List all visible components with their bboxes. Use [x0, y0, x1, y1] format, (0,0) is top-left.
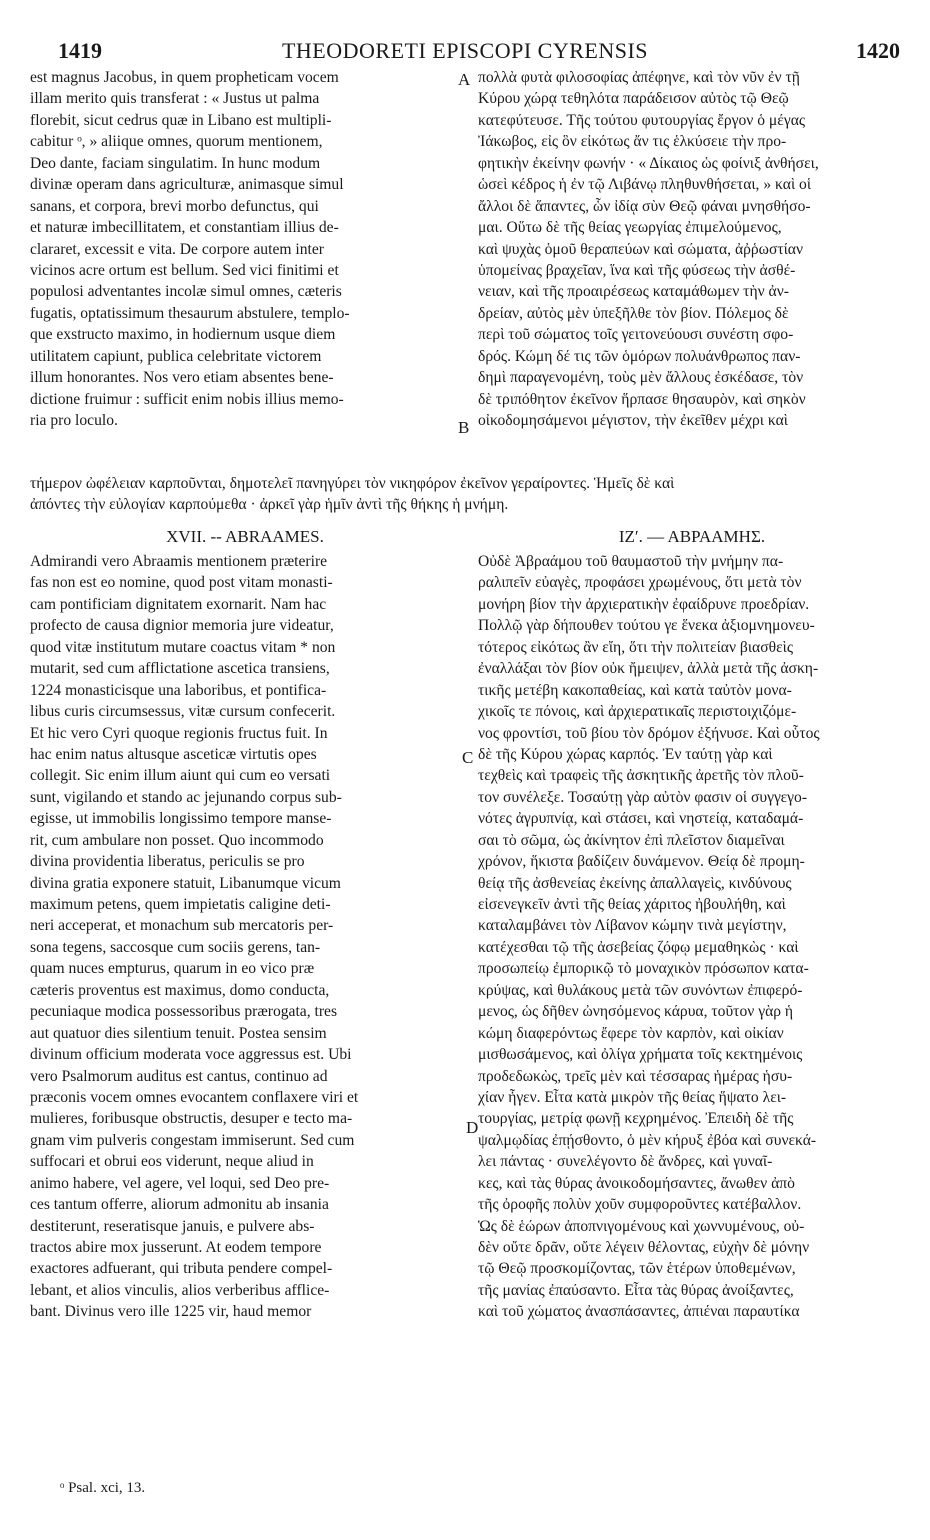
- text-line: sona tegens, saccosque cum sociis gerens, tan-: [30, 938, 321, 956]
- text-line: ces tantum offerre, aliorum admonitu ab insania: [30, 1196, 329, 1214]
- text-line: ψαλμῳδίας ἐπῄσθοντο, ὁ μὲν κήρυξ ἐβόα καὶ συνεκά-: [478, 1131, 817, 1149]
- page-header: [30, 38, 900, 66]
- text-line: κρύψας, καὶ θυλάκους μετὰ τῶν συνόντων ἐπιφερό-: [478, 981, 803, 999]
- text-line: χρόνον, ἥκιστα βαδίζειν δυνάμενον. Θείᾳ δὲ προμη-: [478, 853, 805, 871]
- text-line: 1224 monasticisque una laboribus, et pontifica-: [30, 681, 327, 699]
- text-line: Πολλῷ γὰρ δήπουθεν τούτου γε ἕνεκα ἀξιομνημονευ-: [478, 617, 815, 635]
- text-line: νότες ἀγρυπνίᾳ, καὶ στάσει, καὶ νηστείᾳ, καταδαμά-: [478, 810, 804, 828]
- text-line: populosi adventantes incolæ simul omnes, cæteris: [30, 283, 342, 301]
- text-line: δὲν οὔτε δρᾶν, οὔτε λέγειν θέλοντας, εὐχὴν δὲ μόνην: [478, 1239, 810, 1256]
- text-line: libus curis circumsessus, vitæ cursum confecerit.: [30, 703, 336, 721]
- text-line: egisse, ut immobilis longissimo tempore manse-: [30, 810, 332, 828]
- text-line: hac enim natus altusque asceticæ virtutis opes: [30, 745, 317, 763]
- section-heading-greek: ΙΖʹ. — ΑΒΡΑΑΜΗΣ.: [618, 527, 766, 546]
- text-line: sunt, vigilando et stando ac jejunando corpus sub-: [30, 788, 342, 806]
- greek-column-body: [478, 551, 906, 1323]
- text-line: μονήρη βίον τὴν ἀρχιερατικὴν ἐφαίδρυνε προεδρίαν.: [478, 595, 810, 613]
- text-line: cam pontificiam dignitatem exornarit. Nam hac: [30, 595, 327, 613]
- text-line: animo habere, vel agere, vel loqui, sed Deo pre-: [30, 1174, 330, 1192]
- text-line: τουργίας, μετρίᾳ φωνῇ κεχρημένος. Ἐπειδὴ δὲ τῆς: [478, 1110, 794, 1128]
- text-line: illam merito quis transferat : « Justus ut palma: [30, 90, 320, 108]
- text-line: rit, cum ambulare non posset. Quo incommodo: [30, 831, 324, 849]
- text-line: δρός. Κώμη δέ τις τῶν ὁμόρων πολυάνθρωπος παν-: [478, 347, 801, 365]
- text-line: μαι. Οὕτω δὲ τῆς θείας γεωργίας ἐπιμελούμενος,: [478, 219, 782, 237]
- text-line: καὶ ψυχὰς ὁμοῦ θεραπεύων καὶ σώματα, ἀῤῥωστίαν: [478, 240, 804, 258]
- text-line: divina providentia liberatus, periculis se pro: [30, 853, 305, 871]
- text-line: ραλιπεῖν εὐαγὲς, προφάσει χρωμένους, ὅτι μετὰ τὸν: [478, 574, 802, 592]
- text-line: aut quatuor dies silentium tenuit. Postea sensim: [30, 1024, 327, 1042]
- text-line: dictione fruimur : sufficit enim nobis illius memo-: [30, 390, 344, 408]
- text-line: θείᾳ τῆς ἀσθενείας ἐκείνης ἀπαλλαγεὶς, κινδύνους: [478, 874, 792, 892]
- text-line: divina gratia exponere statuit, Libanumque vicum: [30, 874, 341, 892]
- column-number-right: 1420: [856, 38, 900, 63]
- text-line: τον συνέλεξε. Τοσαύτῃ γὰρ αὐτὸν φασιν οἱ συγγεγο-: [478, 788, 808, 806]
- text-line: pecuniaque modica possessoribus prærogata, tres: [30, 1003, 338, 1021]
- text-line: gnam vim pulveris congestam immiserunt. Sed cum: [30, 1131, 355, 1149]
- text-line: ἄλλοι δὲ ἅπαντες, ὧν ἰδίᾳ σὺν Θεῷ φάναι μνησθήσο-: [478, 197, 811, 215]
- text-line: tractos abire mox jusserunt. At eodem tempore: [30, 1239, 322, 1256]
- text-line: fas non est eo nomine, quod post vitam monasti-: [30, 574, 333, 592]
- margin-marker-b: B: [458, 418, 470, 437]
- text-line: exactores adfuerant, qui tributa pendere compel-: [30, 1260, 333, 1278]
- text-line: Admirandi vero Abraamis mentionem præterire: [30, 553, 328, 570]
- text-line: vicinos acre ortum est bellum. Sed vici finitimi et: [30, 261, 339, 279]
- text-line: δρείαν, αὐτὸς μὲν ὑπεξῆλθε τὸν βίον. Πόλεμος δὲ: [478, 304, 789, 322]
- text-line: cabitur ᵒ, » aliique omnes, quorum mentionem,: [30, 133, 323, 151]
- text-line: neri acceperat, et monachum sub mercatoris per-: [30, 917, 334, 935]
- text-line: λει πάντας · συνελέγοντο δὲ ἄνδρες, καὶ γυναῖ-: [478, 1153, 773, 1171]
- text-line: τεχθεὶς καὶ τραφεὶς τῆς ἀσκητικῆς ἀρετῆς τὸν πλοῦ-: [478, 767, 804, 785]
- text-line: ria pro loculo.: [30, 412, 118, 429]
- text-line: φητικὴν ἐκείνην φωνήν · « Δίκαιος ὡς φοίνιξ ἀνθήσει,: [478, 154, 819, 172]
- text-line: suffocari et obrui eos viderunt, neque aliud in: [30, 1153, 314, 1171]
- text-line: προδεδωκὼς, τρεῖς μὲν καὶ τέσσαρας ἡμέρας ἡσυ-: [478, 1067, 793, 1085]
- text-line: Ὡς δὲ ἑώρων ἀποπνιγομένους καὶ χωννυμένους, οὐ-: [478, 1217, 805, 1235]
- text-line: χίαν ἦγεν. Εἶτα κατὰ μικρὸν τῆς θείας ἥψατο λει-: [478, 1088, 787, 1106]
- text-line: καὶ τοῦ χώματος ἀνασπάσαντες, ἀπιέναι παραυτίκα: [478, 1303, 800, 1321]
- running-title: THEODORETI EPISCOPI CYRENSIS: [281, 38, 649, 63]
- text-line: μενος, ὡς δῆθεν ὠνησόμενος κάρυα, τοῦτον γὰρ ἡ: [478, 1003, 794, 1021]
- text-line: τῷ Θεῷ προσκομίζοντας, τῶν ἑτέρων ὑποθεμένων,: [478, 1260, 796, 1278]
- text-line: que exstructo maximo, in hodiernum usque diem: [30, 326, 336, 344]
- text-line: mutarit, sed cum afflictatione ascetica transiens,: [30, 660, 330, 678]
- text-line: cæteris proventus est maximus, domo conducta,: [30, 981, 330, 999]
- section-heading-latin: XVII. -- ABRAAMES.: [166, 527, 324, 546]
- text-line: νος φροντίσι, τοῦ βίου τὸν δρόμον ἐξήνυσε. Καὶ οὗτος: [478, 724, 820, 742]
- margin-marker-c: C: [462, 748, 474, 767]
- margin-marker-a: A: [458, 70, 471, 89]
- text-line: fugatis, optatissimum thesaurum abstulere, templo-: [30, 304, 350, 322]
- text-line: lebant, et alios vinculis, alios verberibus afflice-: [30, 1281, 330, 1299]
- text-line: Κύρου χώρᾳ τεθηλότα παράδεισον αὐτὸς τῷ Θεῷ: [478, 90, 789, 108]
- text-line: Et hic vero Cyri quoque regionis fructus fuit. In: [30, 724, 328, 742]
- text-line: τικῆς μετέβη κακοπαθείας, καὶ κατὰ ταὐτὸν μονα-: [478, 681, 792, 699]
- text-line: πολλὰ φυτὰ φιλοσοφίας ἀπέφηνε, καὶ τὸν νῦν ἐν τῇ: [478, 69, 800, 86]
- text-line: divinum officium moderata voce aggressus est. Ubi: [30, 1046, 352, 1064]
- text-line: τῆς μανίας ἐπαύσαντο. Εἶτα τὰς θύρας ἀνοίξαντες,: [478, 1281, 794, 1299]
- text-line: χικοῖς τε πόνοις, καὶ ἀρχιερατικαῖς περιστοιχιζόμε-: [478, 703, 797, 721]
- text-line: κες, καὶ τὰς θύρας ἀνοικοδομήσαντες, ἄνωθεν ἀπὸ: [478, 1174, 795, 1192]
- text-line: est magnus Jacobus, in quem propheticam vocem: [30, 69, 339, 86]
- text-line: κατεφύτευσε. Τῆς τούτου φυτουργίας ἔργον ὁ μέγας: [478, 111, 806, 129]
- text-line: τότερος εἰκότως ἂν εἴη, ὅτι τὴν πολιτείαν βιασθεὶς: [478, 638, 793, 656]
- text-line: νειαν, καὶ τῆς προαιρέσεως καταμάθωμεν τὴν ἀν-: [478, 283, 789, 301]
- text-line: κατέχεσθαι τῷ τῆς ἀσεβείας ζόφῳ μεμαθηκὼς · καὶ: [478, 938, 799, 956]
- text-line: προσωπείῳ ἐμπορικῷ τὸ μοναχικὸν πρόσωπον κατα-: [478, 960, 809, 978]
- text-line: utilitatem capiunt, publica celebritate victorem: [30, 347, 322, 365]
- text-line: quod vitæ institutum mutare coactus vitam * non: [30, 638, 336, 656]
- text-line: vero Psalmorum auditus est cantus, continuo ad: [30, 1067, 328, 1085]
- text-line: εἰσενεγκεῖν ἀντὶ τῆς θείας χάριτος ἠβουλήθη, καὶ: [478, 896, 786, 913]
- text-line: δημὶ παραγενομένη, τοὺς μὲν ἄλλους ἐσκέδασε, τὸν: [478, 369, 804, 387]
- text-line: μισθωσάμενος, καὶ ὀλίγα χρήματα τοῖς κεκτημένοις: [478, 1046, 803, 1064]
- column-number-left: 1419: [58, 38, 102, 63]
- text-line: et naturæ imbecillitatem, et constantiam illius de-: [30, 219, 339, 237]
- text-line: destiterunt, reseratisque januis, e pulvere abs-: [30, 1217, 315, 1235]
- text-line: οἰκοδομησάμενοι μέγιστον, τὴν ἐκεῖθεν μέχρι καὶ: [478, 412, 788, 429]
- text-line: maximum petens, quem impietatis caligine deti-: [30, 896, 331, 913]
- margin-marker-d: D: [466, 1118, 479, 1137]
- text-line: περὶ τοῦ σώματος τοῖς γειτονεύουσι συνέστη σφο-: [478, 326, 794, 344]
- text-line: clararet, excessit e vita. De corpore autem inter: [30, 240, 324, 258]
- text-line: Ἰάκωβος, εἰς ὃν εἰκότως ἄν τις ἑλκύσειε τὴν προ-: [478, 133, 787, 151]
- text-line: bant. Divinus vero ille 1225 vir, haud memor: [30, 1303, 312, 1321]
- text-line: divinæ operam dans agriculturæ, animasque simul: [30, 176, 344, 194]
- text-line: collegit. Sic enim illum aiunt qui cum eo versati: [30, 767, 331, 785]
- text-line: præconis vocem omnes evocantem conflaxere viri et: [30, 1088, 359, 1106]
- greek-column-top: [478, 67, 906, 431]
- text-line: ὡσεὶ κέδρος ἡ ἐν τῷ Λιβάνῳ πληθυνθήσεται, » καὶ οἱ: [478, 176, 812, 194]
- text-line: δὲ τριπόθητον ἐκεῖνον ἥρπασε θησαυρὸν, καὶ σηκὸν: [478, 390, 806, 408]
- text-line: sanans, et corpora, brevi morbo defunctus, qui: [30, 197, 319, 215]
- text-line: καταλαμβάνει τὸν Λίβανον κώμην τινὰ μεγίστην,: [478, 917, 787, 935]
- text-line: δὲ τῆς Κύρου χώρας καρπός. Ἐν ταύτῃ γὰρ καὶ: [478, 745, 773, 763]
- text-line: τήμερον ὠφέλειαν καρποῦνται, δημοτελεῖ πανηγύρει τὸν νικηφόρον ἐκεῖνον γεραίροντες. Ἡμεῖς δὲ καὶ: [30, 475, 675, 492]
- text-line: florebit, sicut cedrus quæ in Libano est multipli-: [30, 111, 332, 129]
- text-line: mulieres, foribusque obstructis, desuper e tecto ma-: [30, 1110, 353, 1128]
- text-line: ἀπόντες τὴν εὐλογίαν καρπούμεθα · ἀρκεῖ γὰρ ἡμῖν ἀντὶ τῆς θήκης ἡ μνήμη.: [30, 496, 509, 514]
- text-line: quam nuces empturus, quarum in eo vico præ: [30, 960, 315, 978]
- text-line: profecto de causa dignior memoria jure videatur,: [30, 617, 334, 635]
- latin-column-body: [30, 551, 460, 1323]
- text-line: ὑπομείνας βραχεῖαν, ἵνα καὶ τῆς φύσεως τὴν ἀσθέ-: [478, 261, 796, 279]
- text-line: Deo dante, faciam singulatim. In hunc modum: [30, 154, 321, 172]
- text-line: ἐναλλάξαι τὸν βίον οὐκ ἤμειψεν, ἀλλὰ μετὰ τῆς ἀσκη-: [478, 660, 819, 678]
- footnote: ᵒ Psal. xci, 13.: [60, 1480, 146, 1496]
- greek-spanning-lines: [30, 473, 906, 516]
- text-line: σαι τὸ σῶμα, ὡς ἀκίνητον ἐπὶ πλεῖστον διαμεῖναι: [478, 831, 785, 849]
- text-line: illum honorantes. Nos vero etiam absentes bene-: [30, 369, 334, 387]
- text-line: Οὐδὲ Ἀβραάμου τοῦ θαυμαστοῦ τὴν μνήμην πα-: [478, 553, 784, 570]
- text-line: κώμη διαφερόντως ἔφερε τὸν καρπὸν, καὶ οἰκίαν: [478, 1024, 784, 1042]
- latin-column-top: [30, 67, 460, 431]
- text-line: τῆς ὀροφῆς πολὺν χοῦν συμφοροῦντες κατέβαλλον.: [478, 1196, 802, 1214]
